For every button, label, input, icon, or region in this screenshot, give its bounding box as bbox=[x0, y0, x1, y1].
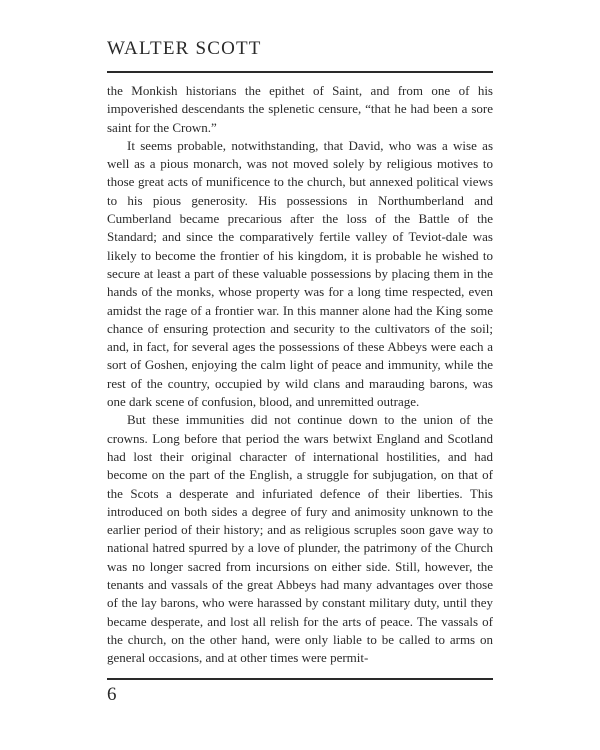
body-text bbox=[107, 82, 493, 668]
footer-rule bbox=[107, 678, 493, 680]
paragraph: But these immunities did not continue down to the union of the crowns. Long before that period the wars betwixt England and Scotland had lost their original character of international hostilities, and had become on the part of the English, a struggle for subjugation, on that of the Scots a desperate and infuriated defence of their liberties. This introduced on both sides a degree of fury and animosity unknown to the earlier period of their history; and as religious scruples soon gave way to national hatred spurred by a love of plunder, the patrimony of the Church was no longer sacred from incursions on either side. Still, however, the tenants and vassals of the great Abbeys had many advantages over those of the lay barons, who were harassed by constant military duty, until they became desperate, and lost all relish for the arts of peace. The vassals of the church, on the other hand, were only liable to be called to arms on general occasions, and at other times were permit- bbox=[107, 412, 493, 666]
page-number: 6 bbox=[107, 684, 117, 705]
running-head: WALTER SCOTT bbox=[107, 38, 262, 59]
paragraph: the Monkish historians the epithet of Saint, and from one of his impoverished descendants the splenetic censure, “that he had been a sore saint for the Crown.” bbox=[107, 83, 493, 135]
paragraph: It seems probable, notwithstanding, that David, who was a wise as well as a pious monarch, was not moved solely by religious motives to those great acts of munificence to the church, but annexed political views to his pious generosity. His possessions in Northumberland and Cumberland became precarious after the loss of the Battle of the Standard; and since the comparatively fertile valley of Teviot-dale was likely to become the frontier of his kingdom, it is probable he wished to secure at least a part of these valuable possessions by placing them in the hands of the monks, whose property was for a long time respected, even amidst the rage of a frontier war. In this manner alone had the King some chance of ensuring protection and security to the cultivators of the soil; and, in fact, for several ages the possessions of these Abbeys were each a sort of Goshen, enjoying the calm light of peace and immunity, while the rest of the country, occupied by wild clans and marauding barons, was one dark scene of confusion, blood, and unremitted outrage. bbox=[107, 137, 493, 410]
header-rule bbox=[107, 71, 493, 73]
